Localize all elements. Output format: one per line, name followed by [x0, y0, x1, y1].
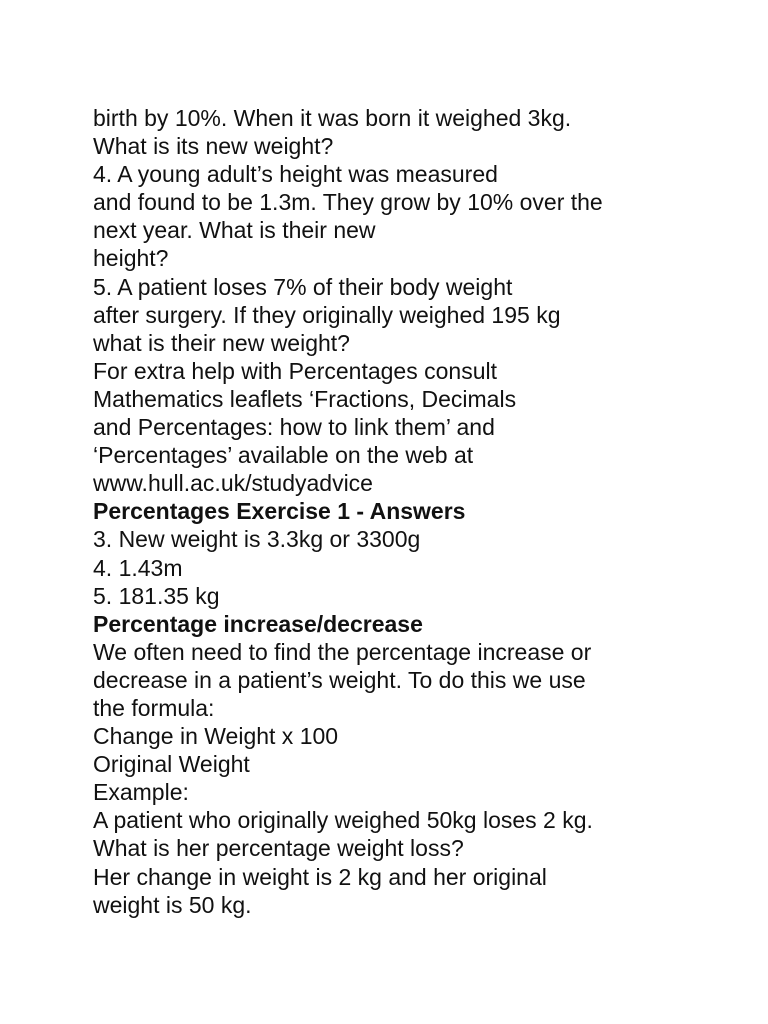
help-text-line: ‘Percentages’ available on the web at: [93, 442, 474, 469]
text-line: what is their new weight?: [93, 329, 350, 356]
text-line: weight is 50 kg.: [93, 891, 252, 918]
text-line: A patient who originally weighed 50kg loses 2 kg.: [93, 807, 593, 834]
answers-heading: Percentages Exercise 1 - Answers: [93, 498, 466, 525]
question-4-line: 4. A young adult’s height was measured: [93, 161, 498, 188]
text-line: after surgery. If they originally weighed 195 kg: [93, 301, 561, 328]
question-5-line: 5. A patient loses 7% of their body weight: [93, 273, 513, 300]
formula-denominator: Original Weight: [93, 751, 250, 778]
text-line: Her change in weight is 2 kg and her original: [93, 863, 547, 890]
answer-line: 4. 1.43m: [93, 554, 183, 581]
formula-numerator: Change in Weight x 100: [93, 723, 339, 750]
document-page: [93, 104, 733, 919]
help-text-line: For extra help with Percentages consult: [93, 357, 497, 384]
text-line: height?: [93, 245, 169, 272]
help-text-line: Mathematics leaflets ‘Fractions, Decimals: [93, 385, 517, 412]
text-line: We often need to find the percentage increase or: [93, 638, 592, 665]
help-text-line: and Percentages: how to link them’ and: [93, 414, 495, 441]
example-label: Example:: [93, 779, 189, 806]
text-line: the formula:: [93, 694, 215, 721]
answer-line: 5. 181.35 kg: [93, 582, 220, 609]
section-heading: Percentage increase/decrease: [93, 610, 423, 637]
text-line: decrease in a patient’s weight. To do this we use: [93, 666, 586, 693]
text-line: birth by 10%. When it was born it weighed 3kg.: [93, 105, 572, 131]
text-line: and found to be 1.3m. They grow by 10% over the: [93, 189, 603, 216]
text-line: next year. What is their new: [93, 217, 376, 244]
help-url-line: www.hull.ac.uk/studyadvice: [93, 470, 373, 497]
answer-line: 3. New weight is 3.3kg or 3300g: [93, 526, 421, 553]
text-line: What is her percentage weight loss?: [93, 835, 464, 862]
text-line: What is its new weight?: [93, 133, 334, 160]
